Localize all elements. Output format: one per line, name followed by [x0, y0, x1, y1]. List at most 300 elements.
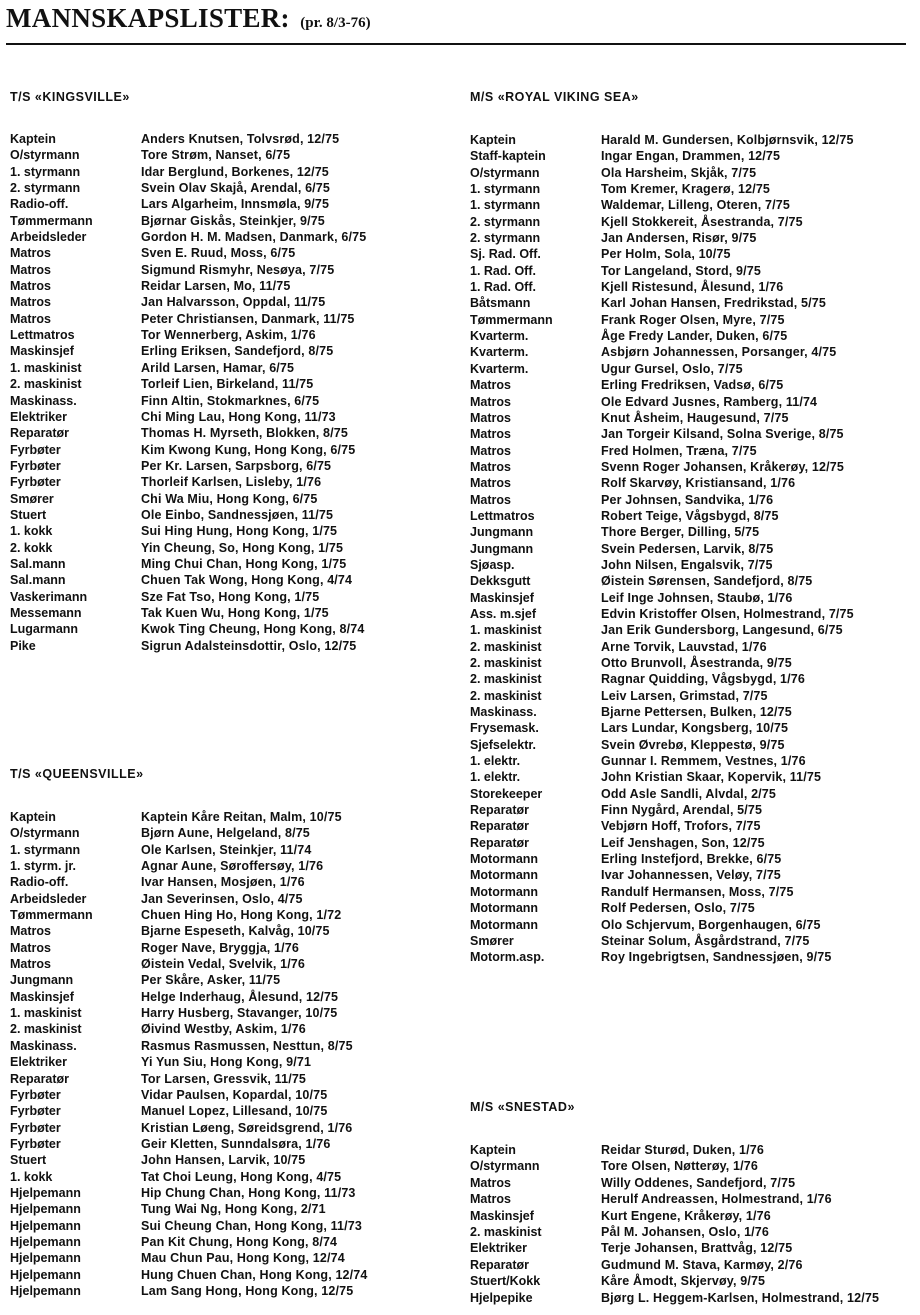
- crew-name: Sven E. Ruud, Moss, 6/75: [141, 246, 296, 261]
- crew-name: Sigrun Adalsteinsdottir, Oslo, 12/75: [141, 638, 357, 653]
- crew-name: Frank Roger Olsen, Myre, 7/75: [601, 312, 785, 327]
- crew-row: [10, 972, 367, 988]
- crew-role: Lettmatros: [10, 328, 75, 343]
- crew-role: Sjøasp.: [470, 557, 515, 572]
- crew-name: Rolf Pedersen, Oslo, 7/75: [601, 901, 755, 916]
- crew-name: Sui Hing Hung, Hong Kong, 1/75: [141, 524, 338, 539]
- crew-rows: [10, 131, 366, 654]
- crew-row: [10, 458, 366, 474]
- crew-row: [10, 809, 367, 825]
- crew-role: Sal.mann: [10, 573, 66, 588]
- crew-row: [470, 279, 854, 295]
- crew-role: Matros: [10, 295, 51, 310]
- crew-role: Hjelpepike: [470, 1290, 533, 1305]
- crew-name: Ragnar Quidding, Vågsbygd, 1/76: [601, 672, 805, 687]
- crew-rows: [10, 809, 367, 1299]
- crew-name: Svein Olav Skajå, Arendal, 6/75: [141, 181, 331, 196]
- crew-role: Fyrbøter: [10, 1120, 61, 1135]
- crew-name: Øivind Westby, Askim, 1/76: [141, 1022, 306, 1037]
- crew-row: [10, 572, 366, 588]
- crew-name: Arild Larsen, Hamar, 6/75: [141, 360, 295, 375]
- crew-name: Pan Kit Chung, Hong Kong, 8/74: [141, 1234, 338, 1249]
- crew-name: Thomas H. Myrseth, Blokken, 8/75: [141, 426, 348, 441]
- crew-name: Asbjørn Johannessen, Porsanger, 4/75: [601, 345, 837, 360]
- crew-row: [470, 328, 854, 344]
- crew-name: Ingar Engan, Drammen, 12/75: [601, 149, 781, 164]
- crew-role: 2. maskinist: [470, 639, 542, 654]
- page-header: [6, 3, 906, 34]
- crew-name: Mau Chun Pau, Hong Kong, 12/74: [141, 1251, 345, 1266]
- crew-role: Hjelpemann: [10, 1267, 81, 1282]
- crew-row: [10, 393, 366, 409]
- crew-row: [470, 344, 854, 360]
- crew-row: [470, 1191, 879, 1207]
- crew-row: [470, 867, 854, 883]
- crew-row: [470, 492, 854, 508]
- crew-role: Hjelpemann: [10, 1185, 81, 1200]
- crew-name: Leif Inge Johnsen, Staubø, 1/76: [601, 590, 793, 605]
- crew-row: [470, 541, 854, 557]
- crew-name: Kaptein Kåre Reitan, Malm, 10/75: [141, 810, 342, 824]
- crew-list-snestad: [470, 1100, 880, 1305]
- crew-role: Stuert/Kokk: [470, 1274, 541, 1289]
- crew-role: 1. styrmann: [10, 842, 81, 857]
- crew-role: Matros: [470, 492, 511, 507]
- crew-role: Pike: [10, 638, 36, 653]
- crew-name: John Kristian Skaar, Kopervik, 11/75: [601, 770, 822, 785]
- crew-role: 1. Rad. Off.: [470, 280, 536, 295]
- crew-role: Hjelpemann: [10, 1202, 81, 1217]
- crew-row: [10, 311, 366, 327]
- crew-role: Fyrbøter: [10, 1087, 61, 1102]
- crew-name: Roger Nave, Bryggja, 1/76: [141, 940, 299, 955]
- crew-role: Matros: [470, 378, 511, 393]
- crew-row: [10, 213, 366, 229]
- crew-name: Rolf Skarvøy, Kristiansand, 1/76: [601, 476, 796, 491]
- crew-row: [470, 475, 854, 491]
- crew-name: Hip Chung Chan, Hong Kong, 11/73: [141, 1185, 356, 1200]
- crew-row: [10, 891, 367, 907]
- crew-role: Fyrbøter: [10, 475, 61, 490]
- crew-row: [10, 1054, 367, 1070]
- crew-row: [470, 1175, 879, 1191]
- crew-role: 1. styrmann: [470, 182, 541, 197]
- crew-row: [10, 638, 366, 654]
- crew-name: Lars Algarheim, Innsmøla, 9/75: [141, 197, 330, 212]
- crew-name: Ming Chui Chan, Hong Kong, 1/75: [141, 556, 347, 571]
- crew-role: Elektriker: [10, 1055, 67, 1070]
- crew-name: Tom Kremer, Kragerø, 12/75: [601, 182, 771, 197]
- crew-role: Matros: [10, 279, 51, 294]
- crew-row: [470, 426, 854, 442]
- crew-row: [10, 376, 366, 392]
- crew-name: Jan Halvarsson, Oppdal, 11/75: [141, 295, 326, 310]
- crew-name: Ugur Gursel, Oslo, 7/75: [601, 361, 743, 376]
- crew-role: 1. maskinist: [470, 623, 542, 638]
- crew-role: Motormann: [470, 884, 539, 899]
- crew-row: [10, 556, 366, 572]
- crew-role: Frysemask.: [470, 721, 539, 736]
- crew-role: Båtsmann: [470, 296, 531, 311]
- crew-name: Øistein Sørensen, Sandefjord, 8/75: [601, 574, 813, 589]
- crew-row: [470, 524, 854, 540]
- crew-row: [470, 802, 854, 818]
- crew-row: [470, 230, 854, 246]
- crew-name: Chi Ming Lau, Hong Kong, 11/73: [141, 409, 336, 424]
- crew-role: 1. styrm. jr.: [10, 859, 77, 874]
- crew-role: Hjelpemann: [10, 1251, 81, 1266]
- crew-name: Bjørn Aune, Helgeland, 8/75: [141, 826, 310, 841]
- crew-row: [470, 704, 854, 720]
- crew-name: Rasmus Rasmussen, Nesttun, 8/75: [141, 1038, 353, 1053]
- crew-row: [10, 1038, 367, 1054]
- crew-name: Ole Karlsen, Steinkjer, 11/74: [141, 842, 312, 857]
- crew-role: Kaptein: [470, 133, 516, 147]
- crew-role: Kvarterm.: [470, 329, 529, 344]
- crew-role: Stuert: [10, 507, 47, 522]
- crew-role: Maskinsjef: [470, 590, 534, 605]
- crew-name: Per Kr. Larsen, Sarpsborg, 6/75: [141, 458, 332, 473]
- crew-row: [470, 312, 854, 328]
- crew-role: Matros: [470, 1175, 511, 1190]
- header-rule: [6, 43, 906, 45]
- crew-role: O/styrmann: [10, 148, 80, 163]
- crew-role: 1. kokk: [10, 524, 53, 539]
- crew-row: [10, 425, 366, 441]
- crew-row: [470, 181, 854, 197]
- crew-name: Herulf Andreassen, Holmestrand, 1/76: [601, 1192, 832, 1207]
- crew-row: [470, 148, 854, 164]
- crew-name: Tore Strøm, Nanset, 6/75: [141, 148, 291, 163]
- crew-role: Kvarterm.: [470, 361, 529, 376]
- crew-role: O/styrmann: [10, 826, 80, 841]
- crew-name: Leif Jenshagen, Son, 12/75: [601, 835, 765, 850]
- crew-name: Tat Choi Leung, Hong Kong, 4/75: [141, 1169, 342, 1184]
- crew-name: Jan Andersen, Risør, 9/75: [601, 231, 757, 246]
- crew-row: [470, 655, 854, 671]
- crew-role: Arbeidsleder: [10, 891, 87, 906]
- crew-name: Jan Severinsen, Oslo, 4/75: [141, 891, 303, 906]
- crew-role: 1. styrmann: [10, 164, 81, 179]
- crew-name: Lam Sang Hong, Hong Kong, 12/75: [141, 1283, 354, 1298]
- crew-name: Agnar Aune, Søroffersøy, 1/76: [141, 859, 324, 874]
- crew-role: 2. styrmann: [470, 214, 541, 229]
- crew-role: Tømmermann: [10, 213, 93, 228]
- ship-title: T/S «QUEENSVILLE»: [10, 767, 144, 781]
- crew-row: [470, 197, 854, 213]
- crew-row: [470, 557, 854, 573]
- crew-name: Ola Harsheim, Skjåk, 7/75: [601, 165, 757, 180]
- crew-name: Randulf Hermansen, Moss, 7/75: [601, 884, 794, 899]
- crew-name: Chuen Tak Wong, Hong Kong, 4/74: [141, 573, 353, 588]
- crew-row: [470, 1142, 879, 1158]
- crew-role: Reparatør: [470, 819, 530, 834]
- crew-name: Chuen Hing Ho, Hong Kong, 1/72: [141, 908, 342, 923]
- crew-name: Waldemar, Lilleng, Oteren, 7/75: [601, 198, 790, 213]
- crew-row: [470, 884, 854, 900]
- crew-role: Fyrbøter: [10, 1136, 61, 1151]
- crew-row: [10, 940, 367, 956]
- crew-row: [470, 737, 854, 753]
- crew-row: [10, 858, 367, 874]
- crew-name: Bjarne Espeseth, Kalvåg, 10/75: [141, 924, 330, 939]
- crew-role: 2. maskinist: [10, 1022, 82, 1037]
- ship-title: M/S «ROYAL VIKING SEA»: [470, 90, 639, 104]
- crew-role: Motorm.asp.: [470, 950, 545, 965]
- crew-role: Fyrbøter: [10, 1104, 61, 1119]
- crew-role: Tømmermann: [470, 312, 553, 327]
- crew-row: [10, 409, 366, 425]
- crew-name: Ole Edvard Jusnes, Ramberg, 11/74: [601, 394, 818, 409]
- crew-name: Gudmund M. Stava, Karmøy, 2/76: [601, 1257, 803, 1272]
- crew-name: Ivar Johannessen, Veløy, 7/75: [601, 868, 781, 883]
- crew-name: Kåre Åmodt, Skjervøy, 9/75: [601, 1274, 766, 1289]
- crew-row: [470, 165, 854, 181]
- crew-row: [470, 246, 854, 262]
- crew-row: [10, 1021, 367, 1037]
- crew-name: Harald M. Gundersen, Kolbjørnsvik, 12/75: [601, 133, 854, 147]
- crew-role: Sj. Rad. Off.: [470, 247, 541, 262]
- crew-role: 1. Rad. Off.: [470, 263, 536, 278]
- crew-role: 2. styrmann: [470, 231, 541, 246]
- crew-role: Maskinsjef: [10, 989, 74, 1004]
- crew-role: Maskinass.: [470, 705, 537, 720]
- crew-name: Åge Fredy Lander, Duken, 6/75: [601, 329, 788, 344]
- crew-name: John Hansen, Larvik, 10/75: [141, 1153, 306, 1168]
- crew-row: [470, 606, 854, 622]
- crew-role: Hjelpemann: [10, 1234, 81, 1249]
- crew-rows: [470, 132, 854, 966]
- crew-role: 1. styrmann: [470, 198, 541, 213]
- crew-name: Steinar Solum, Åsgårdstrand, 7/75: [601, 933, 810, 948]
- crew-name: Per Johnsen, Sandvika, 1/76: [601, 492, 774, 507]
- crew-row: [10, 956, 367, 972]
- crew-row: [10, 1087, 367, 1103]
- crew-name: Fred Holmen, Træna, 7/75: [601, 443, 757, 458]
- crew-row: [470, 443, 854, 459]
- crew-name: Ivar Hansen, Mosjøen, 1/76: [141, 875, 305, 890]
- crew-row: [470, 263, 854, 279]
- crew-role: Matros: [10, 957, 51, 972]
- crew-row: [10, 180, 366, 196]
- crew-role: Sjefselektr.: [470, 737, 537, 752]
- crew-role: 1. maskinist: [10, 1006, 82, 1021]
- crew-row: [470, 639, 854, 655]
- crew-row: [10, 842, 367, 858]
- crew-name: Leiv Larsen, Grimstad, 7/75: [601, 688, 768, 703]
- crew-role: Storekeeper: [470, 786, 543, 801]
- page-title: MANNSKAPSLISTER:: [6, 3, 290, 33]
- crew-role: Matros: [10, 262, 51, 277]
- crew-role: Jungmann: [470, 525, 534, 540]
- crew-name: Geir Kletten, Sunndalsøra, 1/76: [141, 1136, 331, 1151]
- crew-row: [10, 245, 366, 261]
- crew-role: Maskinass.: [10, 393, 77, 408]
- crew-role: 2. kokk: [10, 540, 53, 555]
- crew-name: Hung Chuen Chan, Hong Kong, 12/74: [141, 1267, 368, 1282]
- crew-name: Tak Kuen Wu, Hong Kong, 1/75: [141, 605, 329, 620]
- crew-name: Willy Oddenes, Sandefjord, 7/75: [601, 1175, 796, 1190]
- crew-name: Kjell Stokkereit, Åsestranda, 7/75: [601, 214, 803, 229]
- crew-role: Radio-off.: [10, 197, 69, 212]
- crew-role: Radio-off.: [10, 875, 69, 890]
- crew-name: Idar Berglund, Borkenes, 12/75: [141, 164, 329, 179]
- crew-row: [10, 164, 366, 180]
- ship-title: M/S «SNESTAD»: [470, 1100, 575, 1114]
- crew-role: 2. maskinist: [470, 1224, 542, 1239]
- crew-row: [470, 394, 854, 410]
- crew-row: [10, 1250, 367, 1266]
- crew-role: O/styrmann: [470, 1159, 540, 1174]
- crew-name: Terje Johansen, Brattvåg, 12/75: [601, 1241, 793, 1256]
- crew-name: Helge Inderhaug, Ålesund, 12/75: [141, 989, 339, 1004]
- crew-name: Svein Øvrebø, Kleppestø, 9/75: [601, 737, 785, 752]
- crew-name: John Nilsen, Engalsvik, 7/75: [601, 557, 773, 572]
- crew-row: [10, 327, 366, 343]
- crew-row: [10, 1071, 367, 1087]
- crew-row: [10, 1218, 367, 1234]
- crew-role: Lettmatros: [470, 508, 535, 523]
- crew-row: [10, 923, 367, 939]
- crew-role: Smører: [10, 491, 54, 506]
- crew-role: 1. kokk: [10, 1169, 53, 1184]
- crew-name: Roy Ingebrigtsen, Sandnessjøen, 9/75: [601, 950, 832, 965]
- crew-role: Fyrbøter: [10, 458, 61, 473]
- crew-row: [470, 508, 854, 524]
- crew-row: [10, 343, 366, 359]
- crew-role: Reparatør: [470, 803, 530, 818]
- crew-role: Matros: [10, 924, 51, 939]
- crew-role: Staff-kaptein: [470, 149, 546, 164]
- crew-role: Matros: [470, 443, 511, 458]
- crew-name: Gunnar I. Remmem, Vestnes, 1/76: [601, 754, 806, 769]
- crew-role: Maskinsjef: [470, 1208, 534, 1223]
- crew-role: Smører: [470, 933, 514, 948]
- crew-name: Yin Cheung, So, Hong Kong, 1/75: [141, 540, 344, 555]
- crew-row: [10, 1169, 367, 1185]
- crew-role: Kaptein: [10, 132, 56, 146]
- crew-row: [470, 917, 854, 933]
- crew-role: Maskinsjef: [10, 344, 74, 359]
- crew-role: Jungmann: [10, 973, 74, 988]
- crew-row: [470, 671, 854, 687]
- crew-row: [470, 132, 854, 148]
- crew-name: Reidar Larsen, Mo, 11/75: [141, 279, 291, 294]
- crew-role: 2. maskinist: [470, 656, 542, 670]
- crew-name: Pål M. Johansen, Oslo, 1/76: [601, 1224, 769, 1239]
- crew-row: [470, 949, 854, 965]
- crew-name: Finn Nygård, Arendal, 5/75: [601, 803, 763, 818]
- crew-name: Knut Åsheim, Haugesund, 7/75: [601, 410, 789, 425]
- crew-row: [470, 900, 854, 916]
- crew-role: Motormann: [470, 868, 539, 883]
- crew-role: Matros: [470, 476, 511, 491]
- crew-name: Peter Christiansen, Danmark, 11/75: [141, 311, 355, 326]
- crew-role: Motormann: [470, 901, 539, 916]
- crew-name: Arne Torvik, Lauvstad, 1/76: [601, 639, 767, 654]
- page-date: (pr. 8/3-76): [300, 15, 371, 31]
- crew-row: [470, 720, 854, 736]
- crew-name: Øistein Vedal, Svelvik, 1/76: [141, 957, 306, 972]
- crew-name: Per Skåre, Asker, 11/75: [141, 973, 281, 988]
- crew-row: [10, 1005, 367, 1021]
- crew-row: [470, 753, 854, 769]
- crew-role: Motormann: [470, 917, 539, 932]
- crew-row: [470, 1208, 879, 1224]
- crew-row: [10, 907, 367, 923]
- crew-row: [10, 262, 366, 278]
- crew-row: [10, 1103, 367, 1119]
- crew-name: Thorleif Karlsen, Lisleby, 1/76: [141, 475, 322, 490]
- crew-row: [10, 621, 366, 637]
- crew-row: [470, 851, 854, 867]
- crew-row: [470, 410, 854, 426]
- crew-row: [470, 377, 854, 393]
- crew-role: Vaskerimann: [10, 589, 88, 604]
- crew-name: Jan Erik Gundersborg, Langesund, 6/75: [601, 623, 843, 638]
- crew-name: Bjarne Pettersen, Bulken, 12/75: [601, 705, 792, 720]
- crew-row: [10, 147, 366, 163]
- crew-row: [10, 491, 366, 507]
- ship-title: T/S «KINGSVILLE»: [10, 90, 130, 104]
- crew-row: [10, 1120, 367, 1136]
- crew-role: Kvarterm.: [470, 345, 529, 360]
- crew-role: 2. maskinist: [470, 688, 542, 703]
- crew-role: Reparatør: [470, 1257, 530, 1272]
- crew-role: Stuert: [10, 1153, 47, 1168]
- crew-role: Jungmann: [470, 541, 534, 556]
- crew-name: Tore Olsen, Nøtterøy, 1/76: [601, 1159, 758, 1174]
- crew-row: [10, 1136, 367, 1152]
- crew-row: [10, 1267, 367, 1283]
- crew-name: Tor Larsen, Gressvik, 11/75: [141, 1071, 307, 1086]
- crew-name: Edvin Kristoffer Olsen, Holmestrand, 7/75: [601, 606, 854, 621]
- crew-name: Erling Eriksen, Sandefjord, 8/75: [141, 344, 334, 359]
- crew-row: [10, 1283, 367, 1299]
- crew-list-kingsville: [10, 90, 367, 653]
- crew-role: O/styrmann: [470, 165, 540, 180]
- crew-row: [470, 933, 854, 949]
- crew-row: [10, 989, 367, 1005]
- crew-row: [10, 540, 366, 556]
- crew-name: Bjørnar Giskås, Steinkjer, 9/75: [141, 213, 325, 228]
- crew-row: [470, 1273, 879, 1289]
- crew-name: Robert Teige, Vågsbygd, 8/75: [601, 508, 779, 523]
- crew-name: Manuel Lopez, Lillesand, 10/75: [141, 1104, 328, 1119]
- crew-list-queensville: [10, 767, 368, 1298]
- crew-role: Matros: [10, 940, 51, 955]
- crew-row: [10, 1201, 367, 1217]
- crew-role: Reparatør: [470, 835, 530, 850]
- crew-row: [470, 590, 854, 606]
- crew-name: Tor Wennerberg, Askim, 1/76: [141, 328, 316, 343]
- crew-row: [470, 622, 854, 638]
- crew-name: Ole Einbo, Sandnessjøen, 11/75: [141, 507, 334, 522]
- crew-name: Vebjørn Hoff, Trofors, 7/75: [601, 819, 761, 834]
- crew-role: Dekksgutt: [470, 574, 531, 589]
- crew-name: Sze Fat Tso, Hong Kong, 1/75: [141, 589, 320, 604]
- crew-row: [470, 1158, 879, 1174]
- crew-role: Reparatør: [10, 1071, 70, 1086]
- crew-row: [470, 1224, 879, 1240]
- crew-name: Olo Schjervum, Borgenhaugen, 6/75: [601, 917, 821, 932]
- crew-name: Tor Langeland, Stord, 9/75: [601, 263, 761, 278]
- crew-role: Matros: [470, 459, 511, 474]
- crew-role: Kaptein: [470, 1143, 516, 1157]
- crew-row: [10, 278, 366, 294]
- crew-role: Messemann: [10, 605, 82, 620]
- crew-row: [470, 295, 854, 311]
